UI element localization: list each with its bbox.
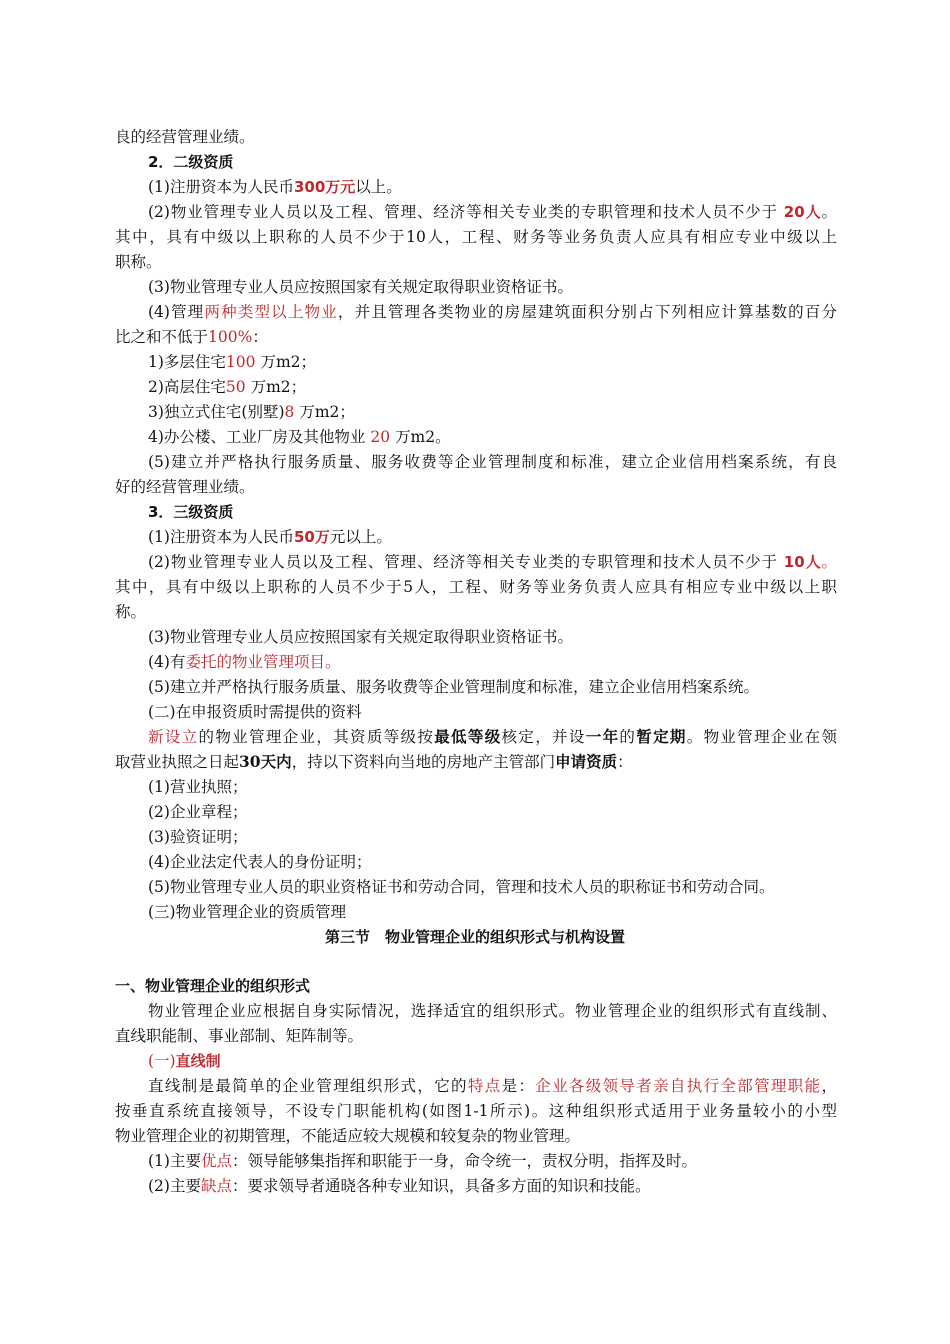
text: (2)企业章程；: [148, 803, 248, 821]
paragraph-line: [115, 577, 837, 597]
highlight-text: 20人: [783, 203, 822, 221]
list-item: [148, 427, 451, 447]
heading-text: 3．三级资质: [148, 503, 234, 521]
paragraph-line: [115, 227, 837, 247]
paragraph-line: [148, 277, 573, 297]
text: ，持以下资料向当地的房地产主管部门: [291, 753, 556, 771]
text: 4)办公楼、工业厂房及其他物业: [148, 428, 366, 446]
paragraph-line: [115, 252, 162, 272]
text: ：领导能够集指挥和职能于一身，命令统一，责权分明，指挥及时。: [231, 1152, 697, 1170]
text: (1)主要: [148, 1152, 201, 1170]
highlight-text: 委托的物业管理项目: [185, 653, 325, 671]
text: 良的经营管理业绩。: [115, 128, 255, 146]
list-item: [148, 377, 306, 397]
text: (三)物业管理企业的资质管理: [148, 903, 347, 921]
highlight-text: 50万: [293, 528, 330, 546]
text: 职称。: [115, 253, 162, 271]
text: 。物业管理企业在领: [686, 728, 837, 746]
highlight-text: 特点: [467, 1077, 502, 1095]
paragraph-line: [148, 177, 402, 197]
paragraph-line: [148, 652, 341, 672]
highlight-text: 两种类型以上物业: [204, 303, 338, 321]
paragraph-line: [115, 127, 255, 147]
list-item: [148, 1176, 651, 1196]
text: (二)在申报资质时需提供的资料: [148, 703, 362, 721]
text: (1)注册资本为人民币: [148, 528, 294, 546]
text: (5)建立并严格执行服务质量、服务收费等企业管理制度和标准，建立企业信用档案系统，有良: [148, 453, 837, 471]
text: 万m2。: [395, 428, 451, 446]
text: (1)注册资本为人民币: [148, 178, 294, 196]
paragraph-line: [148, 627, 573, 647]
heading-text: 2．二级资质: [148, 153, 234, 171]
list-item: [148, 1151, 697, 1171]
text: (4)企业法定代表人的身份证明；: [148, 853, 372, 871]
highlight-text: 。: [324, 653, 341, 671]
highlight-text: 直线制: [175, 1052, 221, 1070]
highlight-text: 新设立: [148, 728, 199, 746]
highlight-text: 优点: [200, 1152, 232, 1170]
text: ：要求领导者通晓各种专业知识，具备多方面的知识和技能。: [231, 1177, 651, 1195]
heading-level-2-qualification: [148, 152, 233, 172]
section-title-text: 第三节 物业管理企业的组织形式与机构设置: [324, 928, 625, 946]
paragraph-line: [148, 677, 759, 697]
list-item: [148, 852, 371, 872]
paragraph-line: [148, 727, 837, 747]
text: 其中，具有中级以上职称的人员不少于5人，工程、财务等业务负责人应具有相应专业中级以上职: [115, 578, 837, 596]
text: 万m2；: [299, 403, 355, 421]
text: ，: [821, 1077, 837, 1095]
text: 直线制是最简单的企业管理组织形式，它的: [148, 1077, 468, 1095]
text: 直线职能制、事业部制、矩阵制等。: [115, 1027, 364, 1045]
text: (4)管理: [148, 303, 205, 321]
text: (3)验资证明；: [148, 828, 248, 846]
text: 按垂直系统直接领导，不设专门职能机构(如图1-1所示)。这种组织形式适用于业务量较小的小型: [115, 1102, 837, 1120]
paragraph-line: [115, 477, 255, 497]
highlight-text: 。: [821, 553, 838, 571]
subheading: [148, 1051, 221, 1071]
text: 的: [619, 728, 637, 746]
highlight-text: 缺点: [200, 1177, 232, 1195]
bold-text: 暂定期: [636, 727, 687, 746]
text: 比之和不低于: [115, 328, 209, 346]
paragraph-line: [115, 1101, 837, 1121]
text: 核定，并设: [501, 728, 586, 746]
text: (2)物业管理专业人员以及工程、管理、经济等相关专业类的专职管理和技术人员不少于: [148, 203, 778, 221]
text: 是：: [501, 1077, 536, 1095]
highlight-text: 20: [370, 428, 391, 446]
subsection-heading: [115, 976, 310, 996]
text: 万m2；: [260, 353, 317, 371]
list-item: [148, 877, 774, 897]
text: (2)主要: [148, 1177, 201, 1195]
text: 物业管理企业应根据自身实际情况，选择适宜的组织形式。物业管理企业的组织形式有直线制、: [148, 1002, 837, 1020]
bold-text: 一年: [585, 727, 620, 746]
text: 元以上。: [329, 528, 392, 546]
text: 取营业执照之日起: [115, 753, 240, 771]
paragraph-line: [148, 702, 362, 722]
text: 。: [821, 203, 838, 221]
paragraph-line: [148, 1076, 837, 1096]
list-item: [148, 802, 247, 822]
highlight-text: 300万元: [293, 178, 356, 196]
bold-text: 最低等级: [434, 727, 502, 746]
text: (5)建立并严格执行服务质量、服务收费等企业管理制度和标准，建立企业信用档案系统。: [148, 678, 759, 696]
paragraph-line: [115, 602, 146, 622]
paragraph-line: [148, 902, 346, 922]
text: (3)物业管理专业人员应按照国家有关规定取得职业资格证书。: [148, 278, 573, 296]
text: 万m2；: [250, 378, 307, 396]
text: 3)独立式住宅(别墅): [148, 403, 285, 421]
heading-text: 一、物业管理企业的组织形式: [115, 977, 311, 995]
paragraph-line: [115, 752, 633, 772]
paragraph-line: [148, 302, 837, 322]
section-title: [0, 927, 950, 947]
list-item: [148, 777, 247, 797]
highlight-text: (一): [148, 1052, 176, 1070]
text: 物业管理企业的初期管理，不能适应较大规模和较复杂的物业管理。: [115, 1127, 581, 1145]
text: (2)物业管理专业人员以及工程、管理、经济等相关专业类的专职管理和技术人员不少于: [148, 553, 778, 571]
list-item: [148, 827, 247, 847]
text: ：: [617, 753, 633, 771]
paragraph-line: [115, 1126, 580, 1146]
text: 的物业管理企业，其资质等级按: [198, 728, 435, 746]
highlight-text: 100: [225, 353, 256, 371]
paragraph-line: [148, 527, 392, 547]
paragraph-line: [115, 1026, 363, 1046]
list-item: [148, 402, 355, 422]
list-item: [148, 352, 316, 372]
bold-text: 申请资质: [555, 752, 618, 771]
text: 1)多层住宅: [148, 353, 226, 371]
heading-level-3-qualification: [148, 502, 233, 522]
highlight-text: 10人: [783, 553, 822, 571]
text: (4)有: [148, 653, 186, 671]
text: (1)营业执照；: [148, 778, 248, 796]
text: 好的经营管理业绩。: [115, 478, 255, 496]
text: (5)物业管理专业人员的职业资格证书和劳动合同，管理和技术人员的职称证书和劳动合同。: [148, 878, 775, 896]
text: 以上。: [355, 178, 402, 196]
highlight-text: 100%: [208, 328, 253, 346]
paragraph-line: [148, 202, 837, 222]
paragraph-line: [115, 327, 268, 347]
bold-text: 30天内: [239, 752, 292, 771]
paragraph-line: [148, 1001, 837, 1021]
text: 其中，具有中级以上职称的人员不少于10人，工程、财务等业务负责人应具有相应专业中级以上: [115, 228, 837, 246]
paragraph-line: [148, 452, 837, 472]
highlight-text: 50: [225, 378, 246, 396]
text: (3)物业管理专业人员应按照国家有关规定取得职业资格证书。: [148, 628, 573, 646]
highlight-text: 8: [284, 403, 295, 421]
text: 2)高层住宅: [148, 378, 226, 396]
text: ，并且管理各类物业的房屋建筑面积分别占下列相应计算基数的百分: [337, 303, 837, 321]
paragraph-line: [148, 552, 837, 572]
text: ：: [252, 328, 268, 346]
highlight-text: 企业各级领导者亲自执行全部管理职能: [535, 1077, 822, 1095]
text: 称。: [115, 603, 147, 621]
